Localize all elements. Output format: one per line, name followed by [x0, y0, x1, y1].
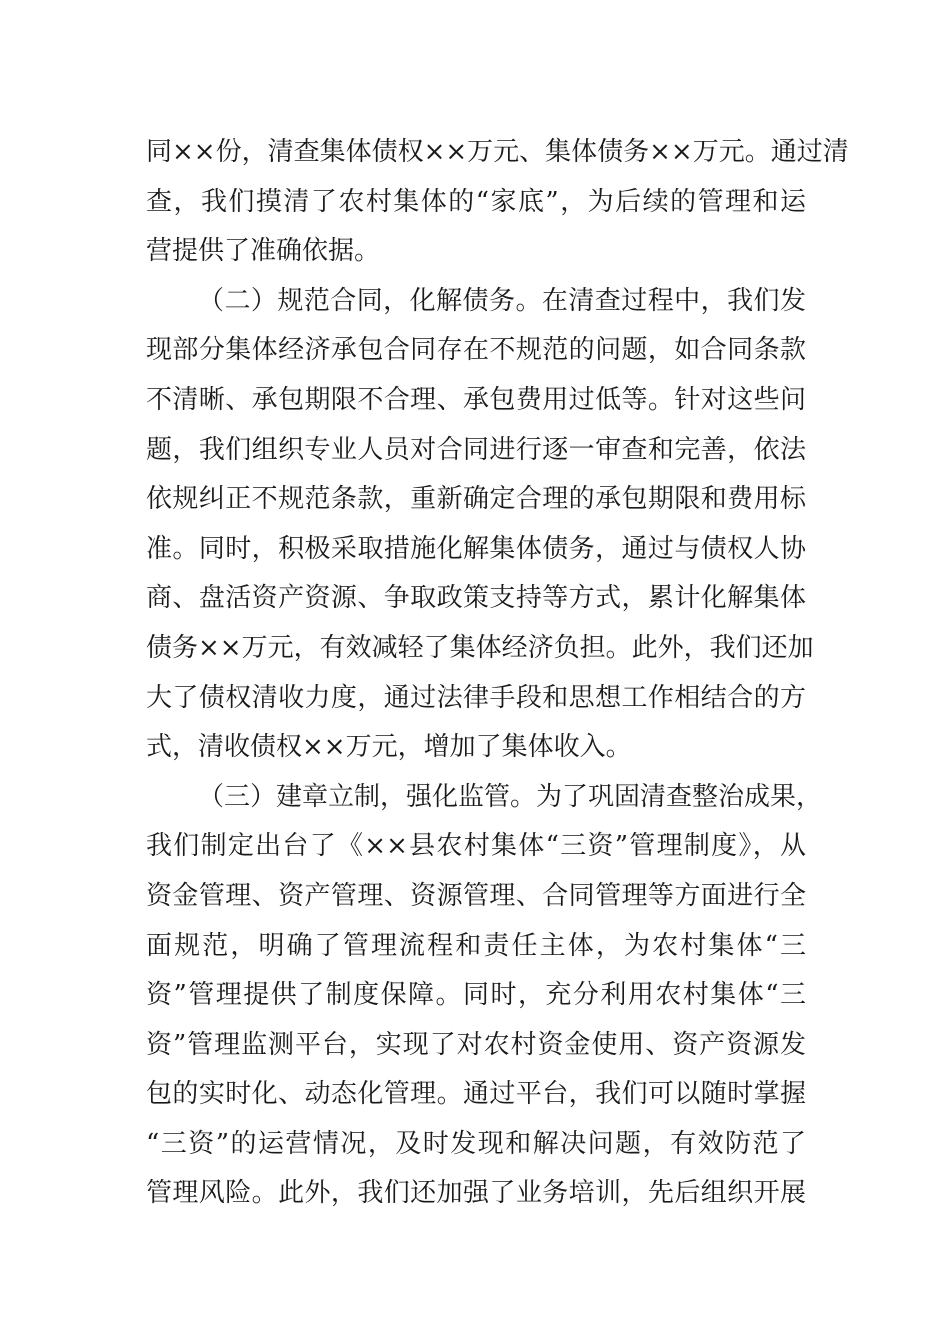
paragraph-2-line-6: 准。同时，积极采取措施化解集体债务，通过与债权人协 — [146, 533, 806, 564]
paragraph-3-line-3: 资金管理、资产管理、资源管理、合同管理等方面进行全 — [146, 880, 806, 911]
paragraph-3-line-4: 面规范，明确了管理流程和责任主体，为农村集体“三 — [146, 930, 806, 961]
paragraph-3-line-9: 管理风险。此外，我们还加强了业务培训，先后组织开展 — [146, 1178, 806, 1209]
paragraph-2-line-1: （二）规范合同，化解债务。在清查过程中，我们发 — [198, 285, 806, 316]
paragraph-2-line-2: 现部分集体经济承包合同存在不规范的问题，如合同条款 — [146, 335, 806, 366]
paragraph-2-line-8: 债务××万元，有效减轻了集体经济负担。此外，我们还加 — [146, 632, 814, 663]
paragraph-3-line-2: 我们制定出台了《××县农村集体“三资”管理制度》，从 — [146, 831, 806, 862]
paragraph-3-line-5: 资”管理提供了制度保障。同时，充分利用农村集体“三 — [146, 980, 806, 1011]
paragraph-1-line-2: 查，我们摸清了农村集体的“家底”，为后续的管理和运 — [146, 186, 806, 217]
paragraph-2-line-5: 依规纠正不规范条款，重新确定合理的承包期限和费用标 — [146, 484, 806, 515]
paragraph-3-line-6: 资”管理监测平台，实现了对农村资金使用、资产资源发 — [146, 1029, 806, 1060]
paragraph-3-line-7: 包的实时化、动态化管理。通过平台，我们可以随时掌握 — [146, 1079, 806, 1110]
paragraph-1-line-1: 同××份，清查集体债权××万元、集体债务××万元。通过清 — [146, 137, 849, 167]
paragraph-2-line-9: 大了债权清收力度，通过法律手段和思想工作相结合的方 — [146, 682, 806, 713]
paragraph-2-line-3: 不清晰、承包期限不合理、承包费用过低等。针对这些问 — [146, 384, 806, 415]
paragraph-2-line-4: 题，我们组织专业人员对合同进行逐一审查和完善，依法 — [146, 434, 806, 465]
paragraph-1-line-3: 营提供了准确依据。 — [146, 236, 381, 267]
paragraph-3-line-8: “三资”的运营情况，及时发现和解决问题，有效防范了 — [146, 1128, 806, 1159]
paragraph-2-line-10: 式，清收债权××万元，增加了集体收入。 — [146, 732, 632, 763]
paragraph-3-line-1: （三）建章立制，强化监管。为了巩固清查整治成果， — [198, 781, 823, 812]
paragraph-2-line-7: 商、盘活资产资源、争取政策支持等方式，累计化解集体 — [146, 583, 806, 614]
document-body — [146, 128, 849, 1219]
